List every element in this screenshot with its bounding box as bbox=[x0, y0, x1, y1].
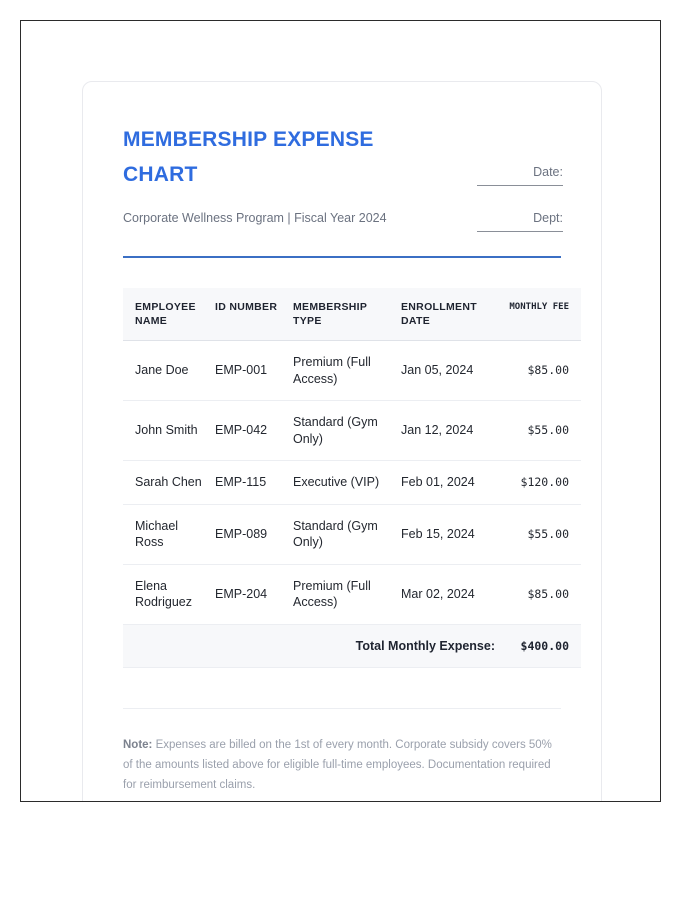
cell-id-number: EMP-115 bbox=[215, 461, 293, 505]
meta-fields bbox=[477, 164, 563, 232]
table-row[interactable] bbox=[123, 504, 581, 564]
table-row[interactable] bbox=[123, 341, 581, 401]
dept-label: Dept: bbox=[533, 211, 563, 225]
page-frame bbox=[20, 20, 661, 802]
title-block bbox=[123, 122, 453, 226]
column-header-monthly-fee: MONTHLY FEE bbox=[505, 288, 581, 341]
expense-table bbox=[123, 288, 581, 668]
document-subtitle: Corporate Wellness Program | Fiscal Year 2024 bbox=[123, 211, 387, 225]
table-footer bbox=[123, 624, 581, 667]
footer-note-text: Expenses are billed on the 1st of every month. Corporate subsidy covers 50% of the amounts listed above for eligible full-time employees. Documentation required for reimbursement claims. bbox=[123, 738, 552, 791]
cell-enrollment-date: Mar 02, 2024 bbox=[401, 564, 505, 624]
cell-id-number: EMP-042 bbox=[215, 401, 293, 461]
cell-employee-name: Michael Ross bbox=[123, 504, 215, 564]
cell-membership-type: Standard (Gym Only) bbox=[293, 504, 401, 564]
cell-employee-name: Elena Rodriguez bbox=[123, 564, 215, 624]
cell-employee-name: John Smith bbox=[123, 401, 215, 461]
table-row[interactable] bbox=[123, 401, 581, 461]
date-field[interactable] bbox=[477, 164, 563, 186]
page-title: MEMBERSHIP EXPENSE CHART bbox=[123, 128, 374, 186]
total-label: Total Monthly Expense: bbox=[123, 624, 505, 667]
cell-monthly-fee: $55.00 bbox=[505, 504, 581, 564]
column-header-enrollment-date: ENROLLMENT DATE bbox=[401, 288, 505, 341]
table-header-row bbox=[123, 288, 581, 341]
cell-id-number: EMP-204 bbox=[215, 564, 293, 624]
cell-monthly-fee: $55.00 bbox=[505, 401, 581, 461]
cell-enrollment-date: Feb 15, 2024 bbox=[401, 504, 505, 564]
table-row[interactable] bbox=[123, 564, 581, 624]
footer-divider bbox=[123, 708, 561, 709]
table-body bbox=[123, 341, 581, 625]
header-accent-rule bbox=[123, 256, 561, 258]
date-label: Date: bbox=[533, 165, 563, 179]
table-header bbox=[123, 288, 581, 341]
column-header-membership-type: MEMBERSHIP TYPE bbox=[293, 288, 401, 341]
table-row[interactable] bbox=[123, 461, 581, 505]
column-header-id-number: ID NUMBER bbox=[215, 288, 293, 341]
cell-membership-type: Premium (Full Access) bbox=[293, 564, 401, 624]
document-card bbox=[82, 81, 602, 802]
footer-note-label: Note: bbox=[123, 738, 153, 751]
cell-membership-type: Premium (Full Access) bbox=[293, 341, 401, 401]
total-row bbox=[123, 624, 581, 667]
cell-id-number: EMP-001 bbox=[215, 341, 293, 401]
cell-enrollment-date: Jan 05, 2024 bbox=[401, 341, 505, 401]
cell-monthly-fee: $120.00 bbox=[505, 461, 581, 505]
total-value: $400.00 bbox=[505, 624, 581, 667]
cell-enrollment-date: Feb 01, 2024 bbox=[401, 461, 505, 505]
cell-employee-name: Sarah Chen bbox=[123, 461, 215, 505]
cell-enrollment-date: Jan 12, 2024 bbox=[401, 401, 505, 461]
cell-membership-type: Standard (Gym Only) bbox=[293, 401, 401, 461]
cell-id-number: EMP-089 bbox=[215, 504, 293, 564]
document-body bbox=[83, 82, 602, 795]
column-header-employee-name: EMPLOYEE NAME bbox=[123, 288, 215, 341]
dept-field[interactable] bbox=[477, 194, 563, 232]
document-header bbox=[123, 122, 583, 242]
footer-note bbox=[123, 735, 561, 795]
cell-monthly-fee: $85.00 bbox=[505, 341, 581, 401]
cell-monthly-fee: $85.00 bbox=[505, 564, 581, 624]
date-write-line[interactable] bbox=[477, 185, 563, 186]
dept-write-line[interactable] bbox=[477, 231, 563, 232]
cell-employee-name: Jane Doe bbox=[123, 341, 215, 401]
cell-membership-type: Executive (VIP) bbox=[293, 461, 401, 505]
